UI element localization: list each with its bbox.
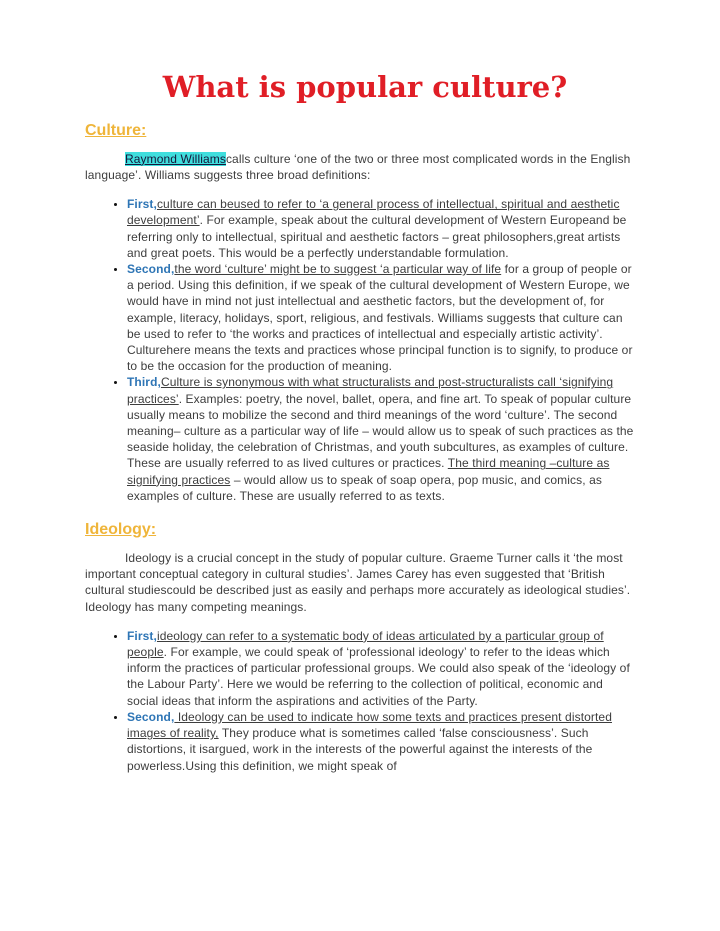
text-run: ideology can refer to a systematic body of ideas articulated by a particular group of people	[127, 628, 604, 660]
text-run: Second,	[127, 262, 175, 277]
heading-culture: Culture:	[85, 121, 147, 139]
text-run: for a group of people or a period. Using this definition, if we speak of the cultural development of Western Europe, we would have in mind not just intellectual and aesthetic factors, but the development of, for example, literacy, holidays, sport, religious, and festivals. Williams suggests that culture can be used to refer to ‘the works and practices of intellectual and especially artistic activity’. Culturehere means the texts and practices whose principal function is to signify, to produce or to be the occasion for the production of meaning.	[127, 262, 633, 374]
ideology-intro-paragraph	[85, 550, 635, 615]
text-run: The third meaning –culture as signifying practices	[127, 456, 610, 487]
text-run: calls culture ‘one of the two or three most complicated words in the English language’. Williams suggests three broad definitions:	[85, 151, 631, 182]
text-run: . Examples: poetry, the novel, ballet, opera, and fine art. To speak of popular culture usually means to mobilize the second and third meanings of the word ‘culture’. The second meaning– culture as a particular way of life – would allow us to speak of such practices as the seaside holiday, the celebration of Christmas, and youth subcultures, as examples of culture. These are usually referred to as lived cultures or practices.	[127, 391, 634, 471]
text-run: Ideology is a crucial concept in the study of popular culture. Graeme Turner calls it ‘the most important conceptual category in cultural studies’. James Carey has even suggested that ‘British cultural studiescould be described just as easily and perhaps more accurately as ideological studies’. Ideology has many competing meanings.	[85, 551, 631, 614]
text-run: Ideology can be used to indicate how some texts and practices present distorted images of reality,	[127, 709, 612, 741]
text-run: . For example, speak about the cultural development of Western Europeand be referring only to intellectual, spiritual and aesthetic factors – great philosophers,great artists and great poets. This would be a perfectly understandable formulation.	[127, 213, 627, 260]
text-run: . For example, we could speak of ‘professional ideology’ to refer to the ideas which inform the practices of particular professional groups. We could also speak of the ‘ideology of the Labour Party’. Here we would be referring to the collection of political, economic and social ideas that inform the aspirations and activities of the Party.	[127, 645, 630, 708]
text-run: Third,	[127, 375, 161, 390]
text-run: First,	[127, 197, 157, 212]
section-ideology	[85, 521, 635, 774]
ideology-bullet-list	[85, 628, 635, 774]
culture-bullet-list	[85, 196, 635, 504]
ideology-bullet-first	[127, 628, 635, 709]
text-run: Second,	[127, 709, 175, 724]
text-run: the word ‘culture’ might be to suggest ‘a particular way of life	[174, 262, 502, 277]
text-run: They produce what is sometimes called ‘false consciousness’. Such distortions, it isargued, work in the interests of the powerful against the interests of the powerless.Using this definition, we might speak of	[127, 726, 593, 773]
text-run: – would allow us to speak of soap opera, pop music, and comics, as examples of culture. These are usually referred to as texts.	[127, 472, 602, 503]
culture-bullet-second	[127, 261, 635, 374]
culture-bullet-third	[127, 374, 635, 504]
culture-bullet-first	[127, 196, 635, 261]
text-run: First,	[127, 628, 157, 643]
section-culture	[85, 122, 635, 504]
highlighted-text-run: Raymond Williams	[125, 151, 226, 166]
text-run: Culture is synonymous with what structuralists and post-structuralists call ‘signifying practices’	[127, 375, 614, 406]
text-run: culture can beused to refer to ‘a general process of intellectual, spiritual and aesthetic development’	[127, 197, 620, 228]
culture-intro-paragraph	[85, 151, 635, 183]
heading-ideology: Ideology:	[85, 521, 157, 539]
page-title: What is popular culture?	[162, 70, 568, 104]
ideology-bullet-second	[127, 709, 635, 774]
